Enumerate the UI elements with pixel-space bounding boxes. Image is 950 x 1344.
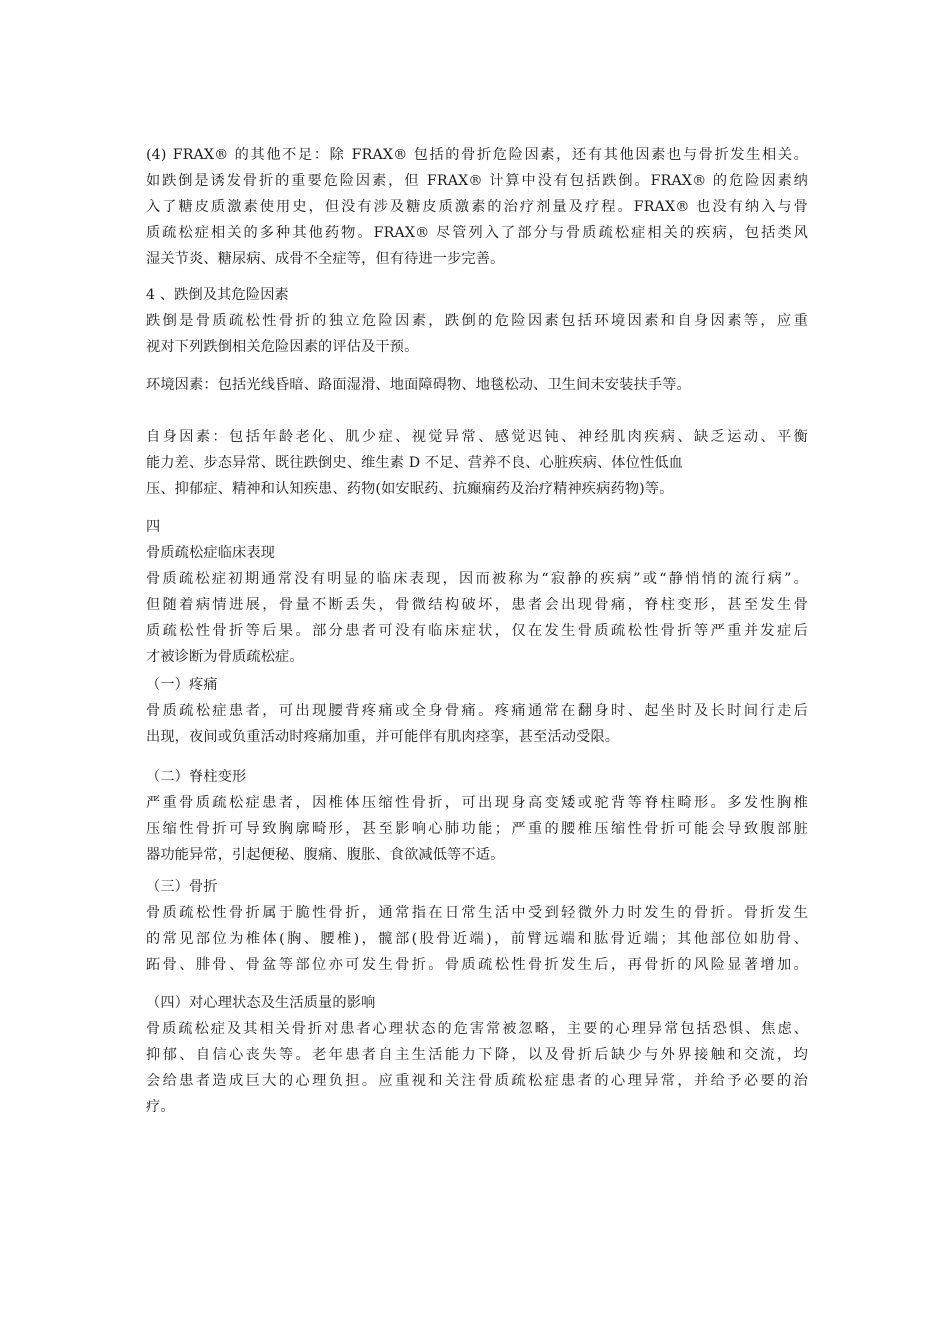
clinical-manifestations-section: [146, 514, 808, 670]
text-line: 压、抑郁症、精神和认知疾患、药物(如安眠药、抗癫痫药及治疗精神疾病药物)等。: [146, 481, 674, 497]
text-line: 视对下列跌倒相关危险因素的评估及干预。: [146, 339, 419, 355]
text-line: 跖骨、腓骨、骨盆等部位亦可发生骨折。骨质疏松性骨折发生后，再骨折的风险显著增加。: [146, 957, 808, 973]
text-line: 才被诊断为骨质疏松症。: [146, 649, 304, 665]
section-number: 四: [146, 519, 161, 535]
pain-subsection: [146, 672, 808, 750]
subsection-heading: （四）对心理状态及生活质量的影响: [146, 995, 376, 1011]
subsection-heading: （一）疼痛: [146, 677, 218, 693]
frax-limitations-paragraph: [146, 142, 808, 272]
text-line: 跌倒是骨质疏松性骨折的独立危险因素，跌倒的危险因素包括环境因素和自身因素等，应重: [146, 313, 808, 329]
text-line: 但随着病情进展，骨量不断丢失，骨微结构破坏，患者会出现骨痛，脊柱变形，甚至发生骨: [146, 597, 808, 613]
spine-deformity-subsection: [146, 764, 808, 868]
text-line: 如跌倒是诱发骨折的重要危险因素，但 FRAX® 计算中没有包括跌倒。FRAX® 的危险因素纳: [146, 173, 808, 189]
self-factors-paragraph: [146, 424, 808, 502]
text-line: 骨质疏松性骨折属于脆性骨折，通常指在日常生活中受到轻微外力时发生的骨折。骨折发生: [146, 905, 808, 921]
text-line: 环境因素：包括光线昏暗、路面湿滑、地面障碍物、地毯松动、卫生间未安装扶手等。: [146, 377, 691, 393]
fracture-subsection: [146, 874, 808, 978]
subsection-heading: （三）骨折: [146, 879, 218, 895]
psychological-impact-subsection: [146, 990, 808, 1120]
text-line: (4) FRAX® 的其他不足：除 FRAX® 包括的骨折危险因素，还有其他因素也与骨折发生相关。: [146, 147, 808, 163]
text-line: 器功能异常，引起便秘、腹痛、腹胀、食欲减低等不适。: [146, 847, 505, 863]
text-line: 疗。: [146, 1099, 175, 1115]
text-line: 骨质疏松症初期通常没有明显的临床表现，因而被称为“寂静的疾病”或“静悄悄的流行病”。: [146, 571, 808, 587]
text-line: 严重骨质疏松症患者，因椎体压缩性骨折，可出现身高变矮或驼背等脊柱畸形。多发性胸椎: [146, 795, 808, 811]
text-line: 湿关节炎、糖尿病、成骨不全症等，但有待进一步完善。: [146, 251, 505, 267]
text-line: 骨质疏松症及其相关骨折对患者心理状态的危害常被忽略，主要的心理异常包括恐惧、焦虑、: [146, 1021, 808, 1037]
text-line: 质疏松症相关的多种其他药物。FRAX® 尽管列入了部分与骨质疏松症相关的疾病，包括类风: [146, 225, 808, 241]
environment-factors-paragraph: [146, 372, 808, 398]
section-title: 骨质疏松症临床表现: [146, 545, 276, 561]
text-line: 出现，夜间或负重活动时疼痛加重，并可能伴有肌肉痉挛，甚至活动受限。: [146, 729, 620, 745]
text-line: 骨质疏松症患者，可出现腰背疼痛或全身骨痛。疼痛通常在翻身时、起坐时及长时间行走后: [146, 703, 808, 719]
section-heading: 4 、跌倒及其危险因素: [146, 287, 289, 303]
text-line: 入了糖皮质激素使用史，但没有涉及糖皮质激素的治疗剂量及疗程。FRAX® 也没有纳入与骨: [146, 199, 808, 215]
text-line: 抑郁、自信心丧失等。老年患者自主生活能力下降，以及骨折后缺少与外界接触和交流，均: [146, 1047, 808, 1063]
text-line: 压缩性骨折可导致胸廓畸形，甚至影响心肺功能；严重的腰椎压缩性骨折可能会导致腹部脏: [146, 821, 808, 837]
text-line: 会给患者造成巨大的心理负担。应重视和关注骨质疏松症患者的心理异常，并给予必要的治: [146, 1073, 808, 1089]
text-line: 质疏松性骨折等后果。部分患者可没有临床症状，仅在发生骨质疏松性骨折等严重并发症后: [146, 623, 808, 639]
text-line: 的常见部位为椎体(胸、腰椎)，髋部(股骨近端)，前臂远端和肱骨近端；其他部位如肋骨、: [146, 931, 808, 947]
fall-risk-section: [146, 282, 808, 360]
subsection-heading: （二）脊柱变形: [146, 769, 247, 785]
text-line: 能力差、步态异常、既往跌倒史、维生素 D 不足、营养不良、心脏疾病、体位性低血: [146, 455, 683, 471]
text-line: 自身因素：包括年龄老化、肌少症、视觉异常、感觉迟钝、神经肌肉疾病、缺乏运动、平衡: [146, 429, 808, 445]
